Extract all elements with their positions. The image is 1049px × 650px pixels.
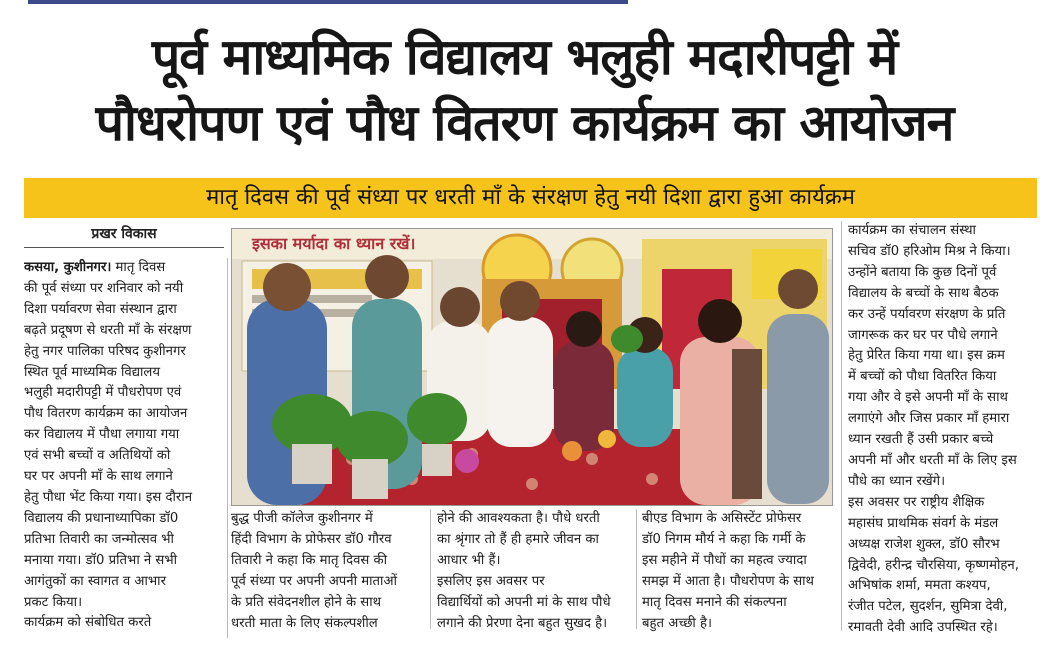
column-line: रमावती देवी आदि उपस्थित रहे। <box>848 620 998 636</box>
column-line: अपनी माँ और धरती माँ के लिए इस <box>848 452 1017 468</box>
news-photo <box>231 228 833 506</box>
column-line: पूर्व संध्या पर अपनी अपनी माताओं <box>231 573 397 589</box>
strapline: मातृ दिवस की पूर्व संध्या पर धरती माँ के संरक्षण हेतु नयी दिशा द्वारा हुआ कार्यक्रम <box>24 178 1037 218</box>
column-line: की पूर्व संध्या पर शनिवार को नयी <box>24 280 184 296</box>
column-1-line: मातृ दिवस <box>111 260 166 275</box>
column-line: हिंदी विभाग के प्रोफेसर डॉ0 गौरव <box>231 531 392 547</box>
byline-rule <box>24 247 224 248</box>
column-line: के प्रति संवेदनशील होने के साथ <box>231 594 382 610</box>
column-line: बढ़ते प्रदूषण से धरती माँ के संरक्षण <box>24 322 192 338</box>
column-line: डॉ0 निगम मौर्य ने कहा कि गर्मी के <box>642 531 806 547</box>
column-line: पौधे का ध्यान रखेंगे। <box>848 473 946 489</box>
column-line: धरती माता के लिए संकल्पशील <box>231 615 378 631</box>
column-line: ध्यान रखती हैं उसी प्रकार बच्चे <box>848 432 994 448</box>
column-line: विद्यार्थियों को अपनी मां के साथ पौधे <box>437 594 611 610</box>
column-line: समझ में आता है। पौधरोपण के साथ <box>642 573 814 589</box>
column-line: लगाएंगे और जिस प्रकार माँ हमारा <box>848 411 1010 427</box>
column-line: बुद्ध पीजी कॉलेज कुशीनगर में <box>231 511 373 526</box>
column-line: हेतु नगर पालिका परिषद कुशीनगर <box>24 343 186 359</box>
column-line: तिवारी ने कहा कि मातृ दिवस की <box>231 552 388 568</box>
column-divider <box>636 509 637 629</box>
article-column-5 <box>848 221 1038 639</box>
article-column-3 <box>437 509 630 634</box>
column-line: रंजीत पटेल, सुदर्शन, सुमित्रा देवी, <box>848 599 1008 615</box>
photo-banner-text: इसका मर्यादा का ध्यान रखें। <box>252 234 416 253</box>
column-line: हेतु पौधा भेंट किया गया। इस दौरान <box>24 489 193 505</box>
column-line: बहुत अच्छी है। <box>642 615 713 631</box>
column-line: प्रतिभा तिवारी का जन्मोत्सव भी <box>24 531 174 547</box>
column-line: होने की आवश्यकता है। पौधे धरती <box>437 511 600 526</box>
column-line: हेतु प्रेरित किया गया था। इस क्रम <box>848 348 1005 364</box>
column-line: घर पर अपनी माँ के साथ लगाने <box>24 469 173 485</box>
column-line: कार्यक्रम को संबोधित करते <box>24 615 152 631</box>
column-line: जागरूक कर घर पर पौधे लगाने <box>848 327 998 343</box>
column-line: एवं सभी बच्चों व अतिथियों को <box>24 448 171 464</box>
column-line: भलुही मदारीपट्टी में पौधरोपण एवं <box>24 385 182 401</box>
column-line: इस महीने में पौधों का महत्व ज्यादा <box>642 552 807 568</box>
article-column-2 <box>231 509 424 634</box>
column-line: आगंतुकों का स्वागत व आभार <box>24 573 166 589</box>
column-line: अभिषांक शर्मा, ममता कश्यप, <box>848 578 991 594</box>
column-line: इस अवसर पर राष्ट्रीय शैक्षिक <box>848 494 985 510</box>
column-line: दिशा पर्यावरण सेवा संस्थान द्वारा <box>24 301 177 317</box>
article-column-4 <box>642 509 835 634</box>
column-line: गया और वे इसे अपनी माँ के साथ <box>848 390 1008 406</box>
column-line: इसलिए इस अवसर पर <box>437 573 545 589</box>
headline-line-2: पौधरोपण एवं पौध वितरण कार्यक्रम का आयोजन <box>95 94 954 152</box>
column-line: लगाने की प्रेरणा देना बहुत सुखद है। <box>437 615 608 631</box>
column-divider <box>227 258 228 638</box>
column-divider <box>430 509 431 629</box>
column-line: उन्होंने बताया कि कुछ दिनों पूर्व <box>848 264 997 280</box>
headline <box>0 24 1049 156</box>
column-line: महासंघ प्राथमिक संवर्ग के मंडल <box>848 515 999 531</box>
column-line: विद्यालय की प्रधानाध्यापिका डॉ0 <box>24 510 179 526</box>
column-line: बीएड विभाग के असिस्टेंट प्रोफेसर <box>642 511 802 526</box>
column-line: मातृ दिवस मनाने की संकल्पना <box>642 594 787 610</box>
column-line: मनाया गया। डॉ0 प्रतिभा ने सभी <box>24 552 178 568</box>
column-1-first-line <box>24 258 224 279</box>
byline: प्रखर विकास <box>91 226 157 242</box>
column-line: में बच्चों को पौधा वितरित किया <box>848 369 997 385</box>
article-column-1 <box>24 258 224 634</box>
column-line: विद्यालय के बच्चों के साथ बैठक <box>848 285 999 301</box>
header-rule <box>28 0 628 4</box>
column-line: कर विद्यालय में पौधा लगाया गया <box>24 427 180 443</box>
column-line: कर उन्हें पर्यावरण संरक्षण के प्रति <box>848 306 1006 322</box>
column-line: अध्यक्ष राजेश शुक्ल, डॉ0 सौरभ <box>848 536 1000 552</box>
headline-line-1: पूर्व माध्यमिक विद्यालय भलुही मदारीपट्टी में <box>151 28 898 86</box>
column-line: पौध वितरण कार्यक्रम का आयोजन <box>24 406 188 422</box>
photo-illustration <box>232 229 832 505</box>
column-line: आधार भी हैं। <box>437 552 501 568</box>
dateline: कसया, कुशीनगर। <box>24 260 112 275</box>
column-line: सचिव डॉ0 हरिओम मिश्र ने किया। <box>848 243 1011 259</box>
column-line: का श्रृंगार तो हैं ही हमारे जीवन का <box>437 531 599 547</box>
column-line: द्विवेदी, हरीन्द्र चौरसिया, कृष्णमोहन, <box>848 557 1019 573</box>
column-line: प्रकट किया। <box>24 594 83 610</box>
column-line: स्थित पूर्व माध्यमिक विद्यालय <box>24 364 161 380</box>
column-divider <box>841 221 842 631</box>
column-line: कार्यक्रम का संचालन संस्था <box>848 223 976 238</box>
